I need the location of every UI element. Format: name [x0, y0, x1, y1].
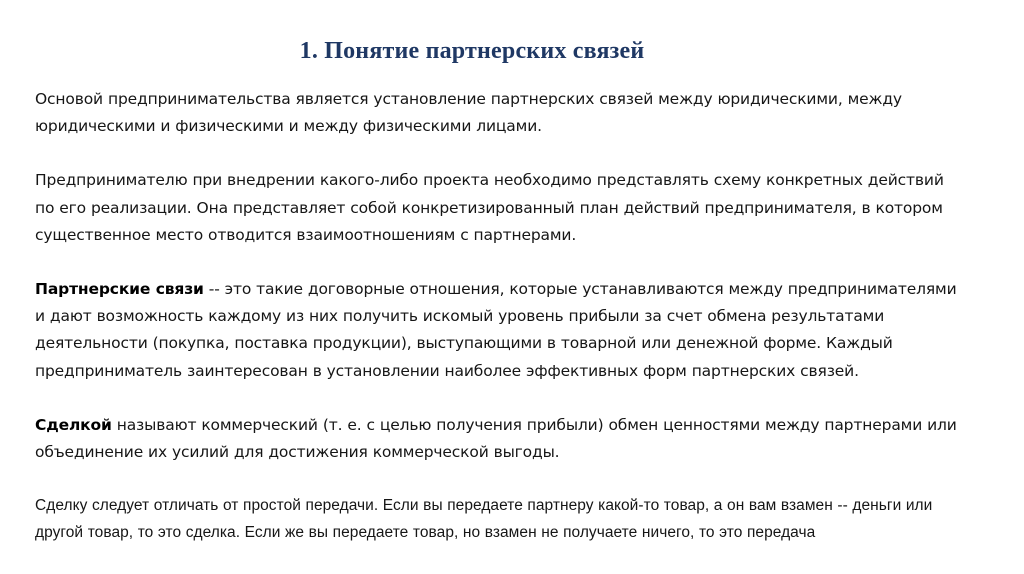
paragraph-3-text: -- это такие договорные отношения, которые устанавливаются между предпринимателями и дают возможность каждому из них получить искомый уровень прибыли за счет обмена результатами деятельности (покупка, поставка продукции), выступающими в товарной или денежной форме. Каждый предприниматель заинтересован в установлении наиболее эффективных форм партнерских связей. [35, 280, 957, 380]
paragraph-3 [35, 276, 960, 385]
paragraph-4-text: называют коммерческий (т. е. с целью получения прибыли) обмен ценностями между партнерами или объединение их усилий для достижения коммерческой выгоды. [35, 415, 957, 462]
paragraph-4-lead: Сделкой [35, 415, 112, 434]
paragraph-5-text: Сделку следует отличать от простой передачи. Если вы передаете партнеру какой-то товар, а он вам взамен -- деньги или другой товар, то это сделка. Если же вы передаете товар, но взамен не получаете ничего, то это передача [35, 497, 933, 542]
paragraph-4 [35, 412, 960, 466]
paragraph-1-text: Основой предпринимательства является установление партнерских связей между юридическими, между юридическими и физическими и между физическими лицами. [35, 90, 902, 136]
page-title: 1. Понятие партнерских связей [299, 38, 645, 64]
paragraph-1 [35, 86, 960, 140]
paragraph-3-lead: Партнерские связи [35, 280, 204, 299]
paragraph-2-text: Предпринимателю при внедрении какого-либо проекта необходимо представлять схему конкретных действий по его реализации. Она представляет собой конкретизированный план действий предпринимателя, в котором существенное место отводится взаимоотношениям с партнерами. [35, 171, 944, 244]
paragraph-5 [35, 492, 960, 546]
paragraph-2 [35, 167, 960, 249]
document-body [35, 86, 960, 547]
